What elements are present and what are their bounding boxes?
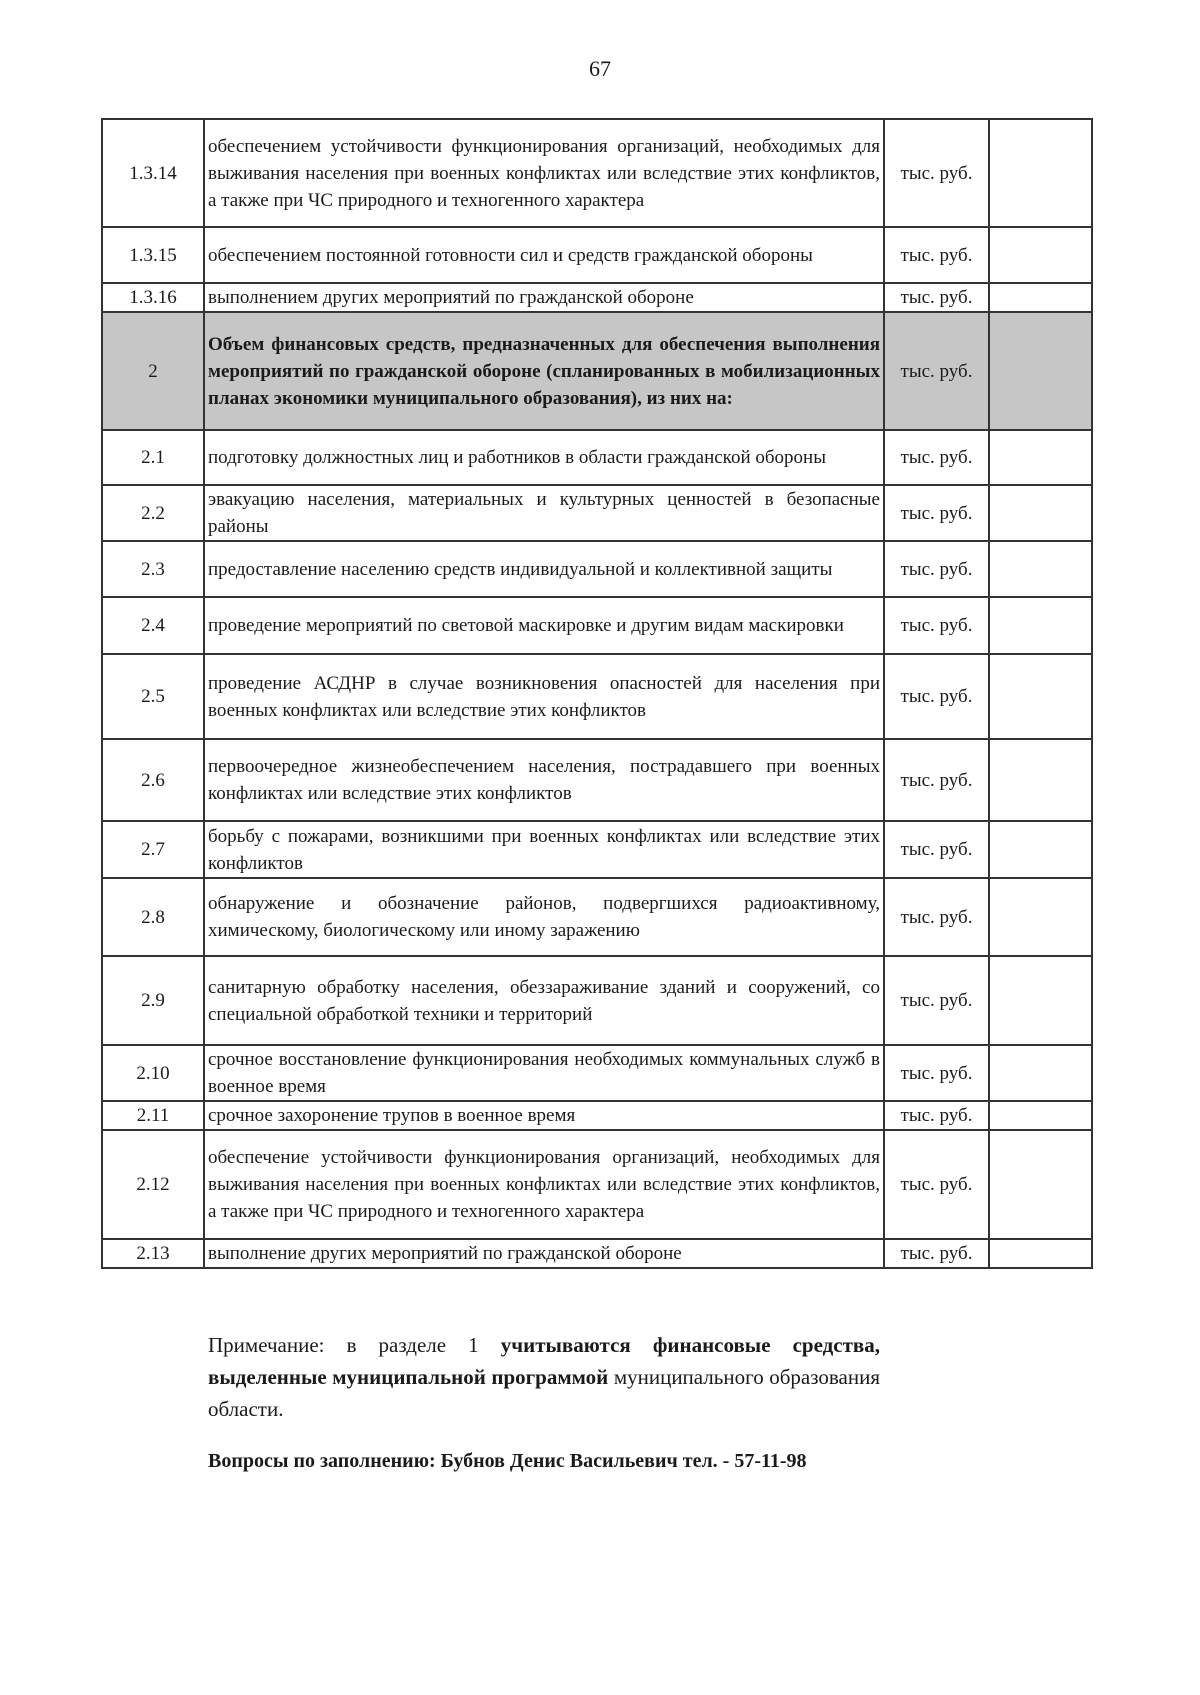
- table-row: [102, 878, 1092, 956]
- table-row: [102, 1101, 1092, 1130]
- table-row: [102, 227, 1092, 283]
- table-row: [102, 821, 1092, 878]
- row-value-cell[interactable]: [989, 1239, 1092, 1268]
- row-value-cell[interactable]: [989, 956, 1092, 1045]
- row-number: 2.11: [102, 1101, 204, 1130]
- row-description: санитарную обработку населения, обеззараживание зданий и сооружений, со специальной обработкой техники и территорий: [204, 956, 884, 1045]
- row-unit: тыс. руб.: [884, 1045, 989, 1101]
- row-number: 2.4: [102, 597, 204, 654]
- row-description: выполнение других мероприятий по гражданской обороне: [204, 1239, 884, 1268]
- page-number: 67: [589, 56, 611, 81]
- table-row: [102, 956, 1092, 1045]
- row-unit: тыс. руб.: [884, 739, 989, 821]
- row-description: срочное захоронение трупов в военное время: [204, 1101, 884, 1130]
- row-value-cell[interactable]: [989, 821, 1092, 878]
- table-row: [102, 1239, 1092, 1268]
- row-description: проведение мероприятий по световой маскировке и другим видам маскировки: [204, 597, 884, 654]
- row-number: 2: [102, 312, 204, 430]
- row-description: обнаружение и обозначение районов, подвергшихся радиоактивному, химическому, биологическому или иному заражению: [204, 878, 884, 956]
- row-unit: тыс. руб.: [884, 597, 989, 654]
- row-description: подготовку должностных лиц и работников в области гражданской обороны: [204, 430, 884, 485]
- table-row: [102, 283, 1092, 312]
- note-paragraph: [208, 1329, 880, 1425]
- row-unit: тыс. руб.: [884, 227, 989, 283]
- table-row-section-header: [102, 312, 1092, 430]
- row-value-cell[interactable]: [989, 597, 1092, 654]
- row-number: 2.12: [102, 1130, 204, 1239]
- row-value-cell[interactable]: [989, 485, 1092, 541]
- row-description: обеспечением устойчивости функционирования организаций, необходимых для выживания населения при военных конфликтах или вследствие этих конфликтов, а также при ЧС природного и техногенного характера: [204, 119, 884, 227]
- table-row: [102, 430, 1092, 485]
- row-number: 2.13: [102, 1239, 204, 1268]
- table-row: [102, 119, 1092, 227]
- row-description: эвакуацию населения, материальных и культурных ценностей в безопасные районы: [204, 485, 884, 541]
- row-unit: тыс. руб.: [884, 654, 989, 739]
- row-description: Объем финансовых средств, предназначенных для обеспечения выполнения мероприятий по гражданской обороне (спланированных в мобилизационных планах экономики муниципального образования), из них на:: [204, 312, 884, 430]
- table-row: [102, 1130, 1092, 1239]
- row-description: срочное восстановление функционирования необходимых коммунальных служб в военное время: [204, 1045, 884, 1101]
- row-number: 2.6: [102, 739, 204, 821]
- row-number: 2.5: [102, 654, 204, 739]
- row-number: 1.3.15: [102, 227, 204, 283]
- row-value-cell[interactable]: [989, 1130, 1092, 1239]
- row-description: предоставление населению средств индивидуальной и коллективной защиты: [204, 541, 884, 597]
- row-number: 1.3.16: [102, 283, 204, 312]
- row-unit: тыс. руб.: [884, 821, 989, 878]
- row-number: 2.3: [102, 541, 204, 597]
- row-number: 2.1: [102, 430, 204, 485]
- note-text: Примечание: в разделе 1: [208, 1333, 501, 1357]
- row-value-cell[interactable]: [989, 654, 1092, 739]
- row-number: 2.8: [102, 878, 204, 956]
- row-description: обеспечение устойчивости функционирования организаций, необходимых для выживания населения при военных конфликтах или вследствие этих конфликтов, а также при ЧС природного и техногенного характера: [204, 1130, 884, 1239]
- row-value-cell[interactable]: [989, 1101, 1092, 1130]
- row-unit: тыс. руб.: [884, 1101, 989, 1130]
- row-description: обеспечением постоянной готовности сил и средств гражданской обороны: [204, 227, 884, 283]
- row-number: 2.9: [102, 956, 204, 1045]
- note-emphasis: учитываются финансовые средства, выделенные муниципальной программой: [208, 1333, 880, 1389]
- financial-table: [101, 118, 1093, 1269]
- row-value-cell[interactable]: [989, 312, 1092, 430]
- row-number: 2.10: [102, 1045, 204, 1101]
- row-value-cell[interactable]: [989, 119, 1092, 227]
- contact-questions: Вопросы по заполнению: Бубнов Денис Васильевич тел. - 57-11-98: [208, 1450, 807, 1472]
- row-number: 2.7: [102, 821, 204, 878]
- row-unit: тыс. руб.: [884, 956, 989, 1045]
- row-value-cell[interactable]: [989, 227, 1092, 283]
- row-unit: тыс. руб.: [884, 1130, 989, 1239]
- table-row: [102, 654, 1092, 739]
- row-description: проведение АСДНР в случае возникновения опасностей для населения при военных конфликтах или вследствие этих конфликтов: [204, 654, 884, 739]
- row-value-cell[interactable]: [989, 739, 1092, 821]
- table-row: [102, 597, 1092, 654]
- row-description: борьбу с пожарами, возникшими при военных конфликтах или вследствие этих конфликтов: [204, 821, 884, 878]
- table-row: [102, 739, 1092, 821]
- row-value-cell[interactable]: [989, 283, 1092, 312]
- row-unit: тыс. руб.: [884, 541, 989, 597]
- row-value-cell[interactable]: [989, 1045, 1092, 1101]
- note-text-end: муниципального образования области.: [208, 1365, 880, 1421]
- table-row: [102, 485, 1092, 541]
- row-unit: тыс. руб.: [884, 283, 989, 312]
- row-description: выполнением других мероприятий по гражданской обороне: [204, 283, 884, 312]
- row-unit: тыс. руб.: [884, 430, 989, 485]
- table-row: [102, 1045, 1092, 1101]
- row-description: первоочередное жизнеобеспечением населения, пострадавшего при военных конфликтах или вследствие этих конфликтов: [204, 739, 884, 821]
- row-unit: тыс. руб.: [884, 1239, 989, 1268]
- row-unit: тыс. руб.: [884, 485, 989, 541]
- row-value-cell[interactable]: [989, 541, 1092, 597]
- table-row: [102, 541, 1092, 597]
- row-number: 2.2: [102, 485, 204, 541]
- row-unit: тыс. руб.: [884, 878, 989, 956]
- row-value-cell[interactable]: [989, 878, 1092, 956]
- row-unit: тыс. руб.: [884, 312, 989, 430]
- row-value-cell[interactable]: [989, 430, 1092, 485]
- row-unit: тыс. руб.: [884, 119, 989, 227]
- row-number: 1.3.14: [102, 119, 204, 227]
